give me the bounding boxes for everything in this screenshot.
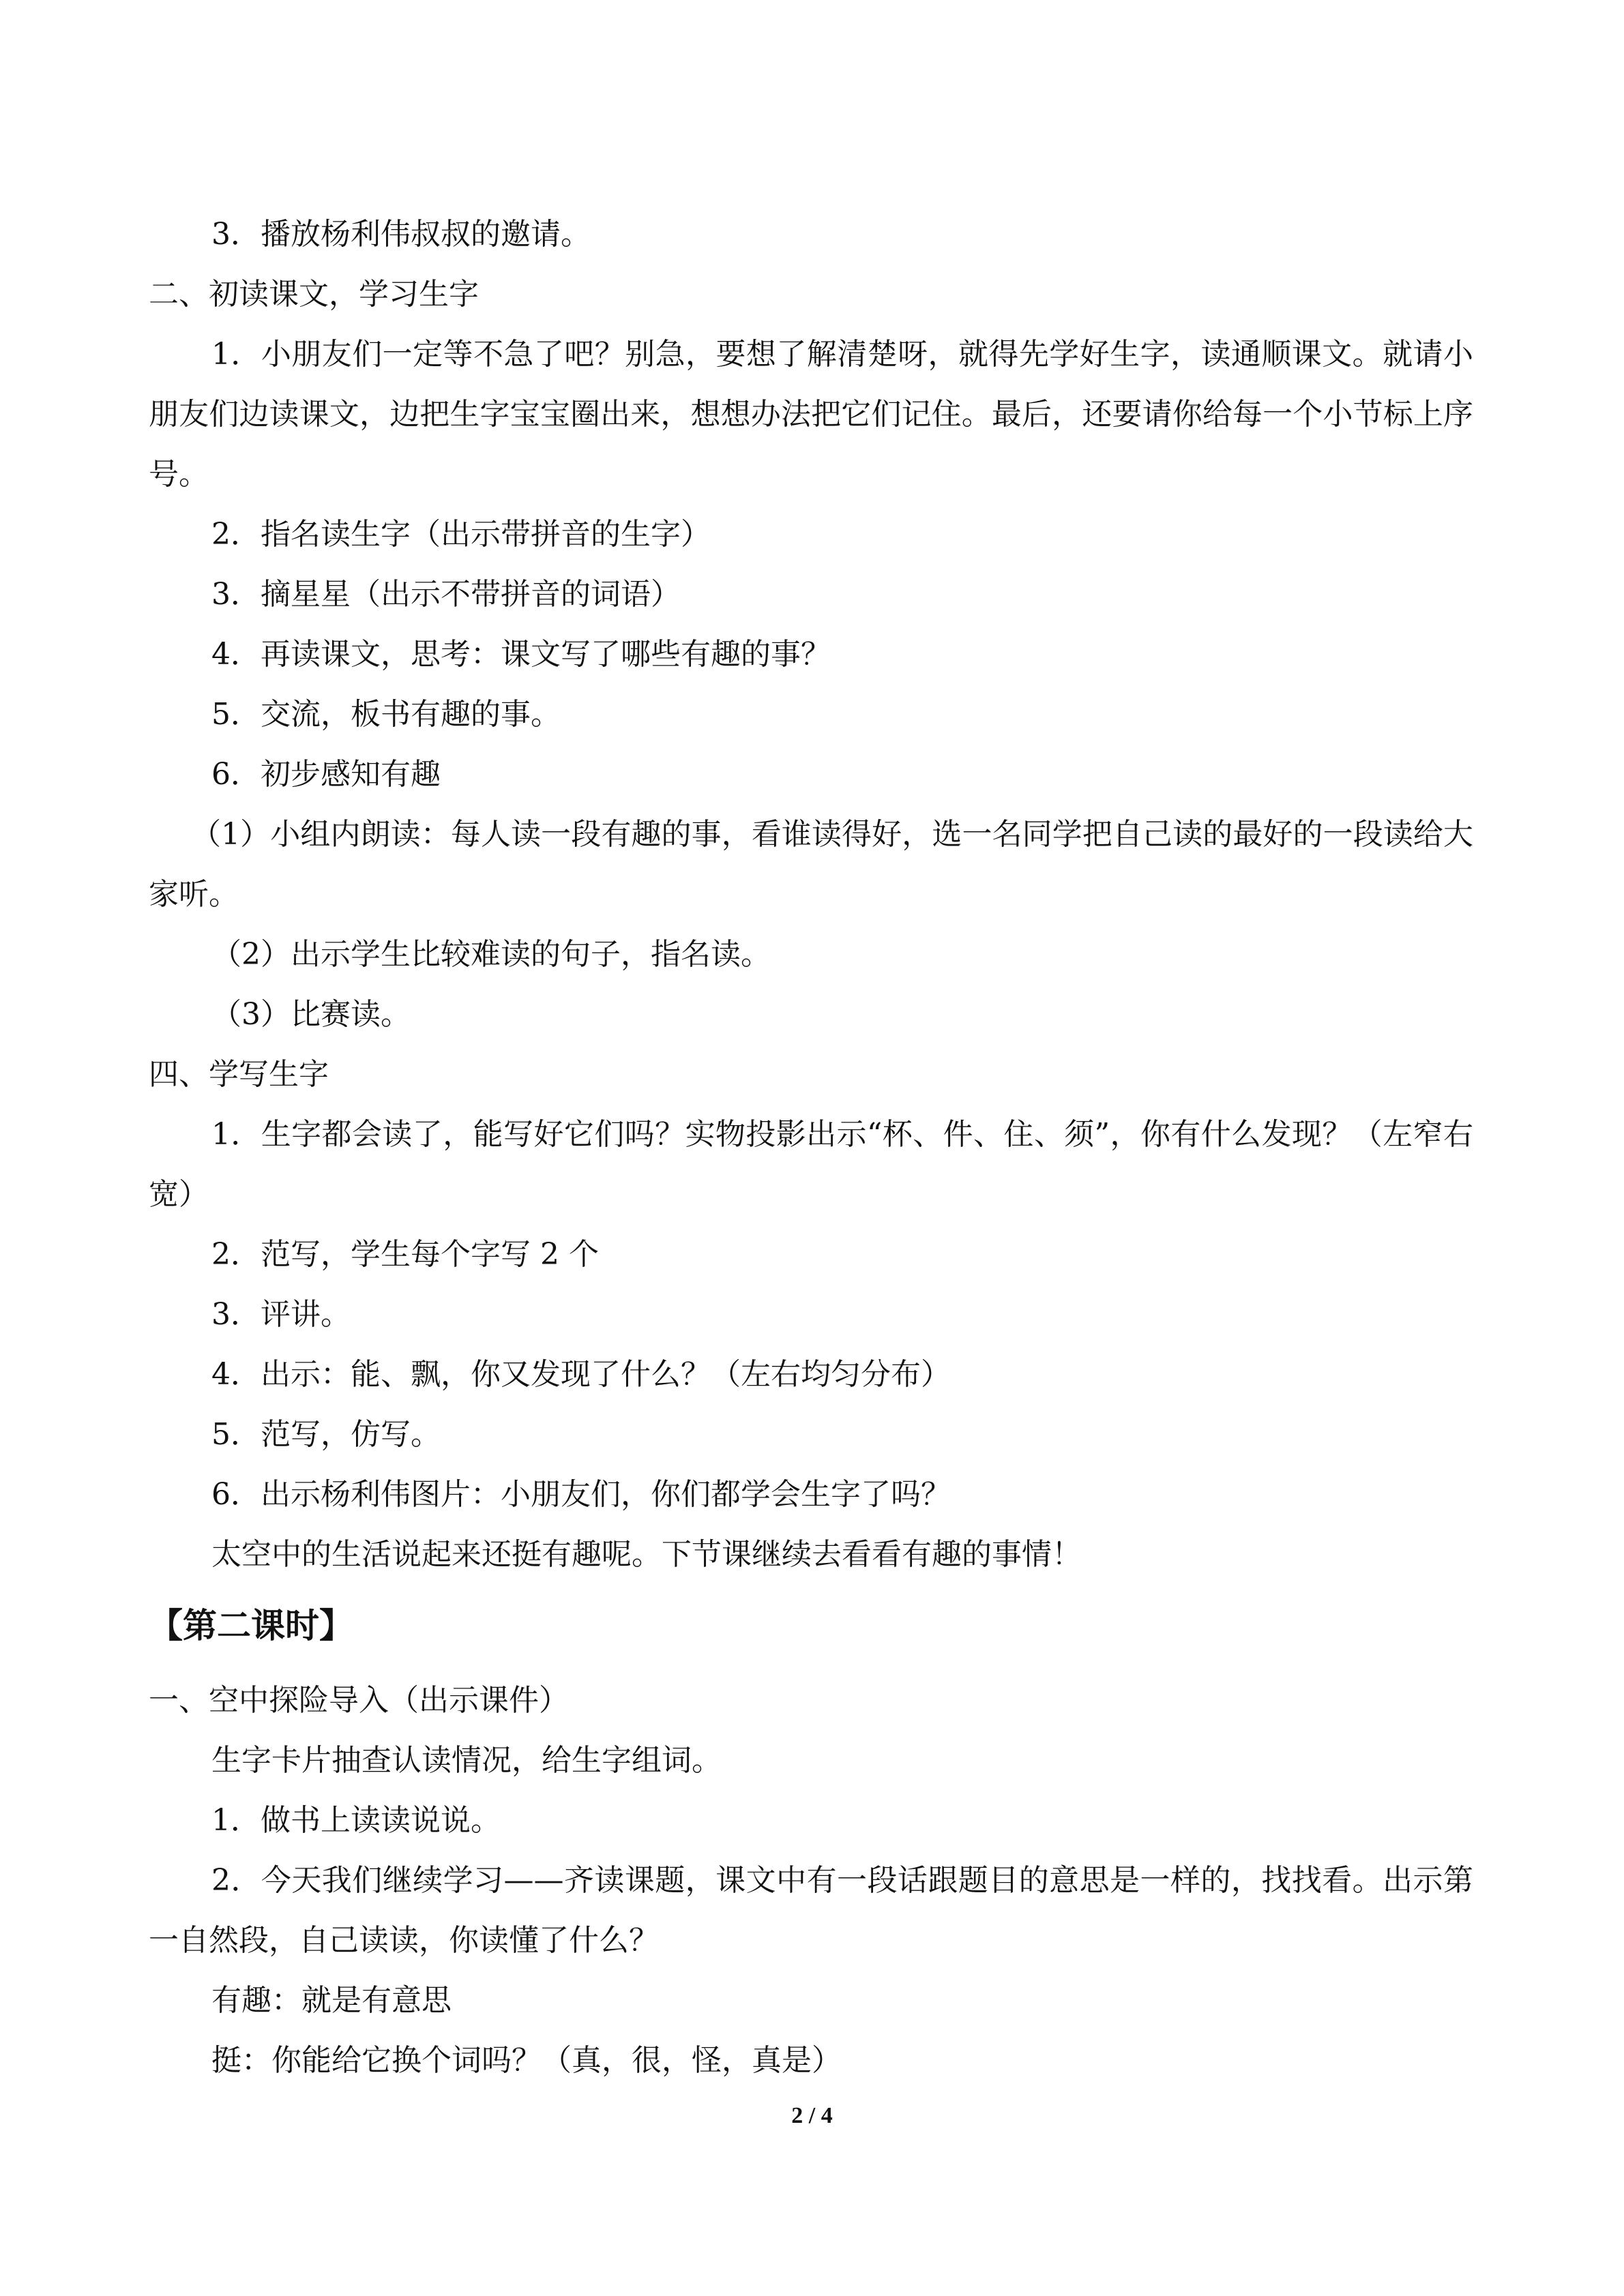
section-title: 一、空中探险导入（出示课件） [149,1683,569,1718]
paragraph: 1．生字都会读了，能写好它们吗？实物投影出示“杯、件、住、须”，你有什么发现？（左窄右宽） [149,1117,1473,1212]
paragraph: 3．播放杨利伟叔叔的邀请。 [211,217,591,252]
document-body [149,205,1473,2091]
paragraph: 5．交流，板书有趣的事。 [211,697,561,732]
section-title: 四、学写生字 [149,1057,329,1092]
paragraph: 1．小朋友们一定等不急了吧？别急，要想了解清楚呀，就得先学好生字，读通顺课文。就请小朋友们边读课文，边把生字宝宝圈出来，想想办法把它们记住。最后，还要请你给每一个小节标上序号。 [149,337,1473,492]
paragraph: 6．初步感知有趣 [211,757,441,792]
paragraph: 4．出示：能、飘，你又发现了什么？（左右均匀分布） [211,1357,951,1392]
paragraph: 3．评讲。 [211,1297,351,1332]
paragraph: 生字卡片抽查认读情况，给生字组词。 [211,1743,722,1778]
sub-paragraph: （1）小组内朗读：每人读一段有趣的事，看谁读得好，选一名同学把自己读的最好的一段读给大家听。 [149,817,1473,912]
paragraph: 4．再读课文，思考：课文写了哪些有趣的事？ [211,637,831,672]
paragraph: 1．做书上读读说说。 [211,1803,501,1838]
paragraph: 挺：你能给它换个词吗？（真，很，怪，真是） [211,2043,842,2078]
paragraph: 有趣：就是有意思 [211,1983,452,2018]
sub-paragraph: （3）比赛读。 [211,997,411,1032]
section-title: 二、初读课文，学习生字 [149,277,479,312]
paragraph: 6．出示杨利伟图片：小朋友们，你们都学会生字了吗？ [211,1477,951,1512]
page-number: 2 / 4 [791,2103,833,2128]
paragraph: 2．指名读生字（出示带拼音的生字） [211,517,711,552]
paragraph: 2．范写，学生每个字写 2 个 [211,1237,599,1272]
sub-paragraph: （2）出示学生比较难读的句子，指名读。 [211,937,771,972]
paragraph: 2．今天我们继续学习——齐读课题，课文中有一段话跟题目的意思是一样的，找找看。出示第一自然段，自己读读，你读懂了什么？ [149,1863,1473,1958]
lesson-heading: 【第二课时】 [149,1606,353,1645]
paragraph: 5．范写，仿写。 [211,1417,441,1452]
paragraph: 3．摘星星（出示不带拼音的词语） [211,577,681,612]
paragraph: 太空中的生活说起来还挺有趣呢。下节课继续去看看有趣的事情！ [211,1537,1082,1572]
